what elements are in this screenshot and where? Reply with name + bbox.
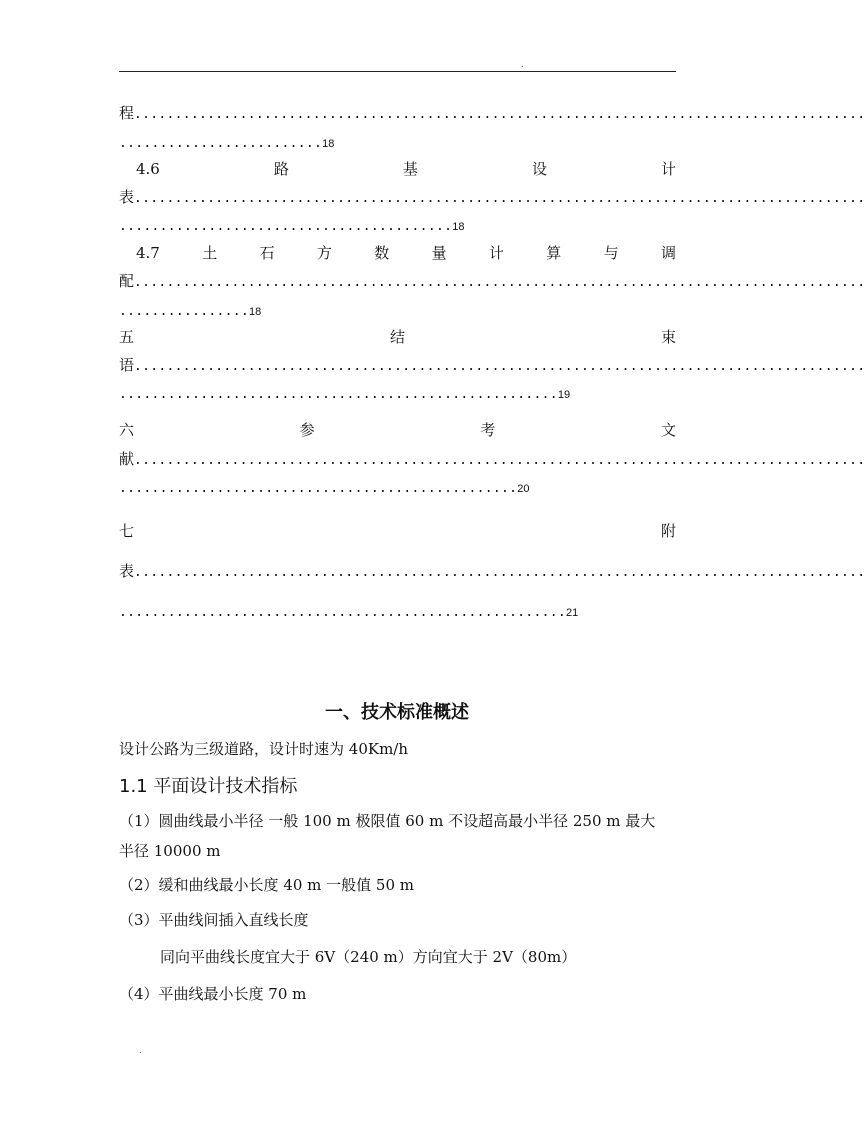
toc-char: 计 [660,160,676,178]
toc-char: 束 [660,328,676,346]
toc-char: 方 [316,244,332,262]
toc-char: 七 [119,522,135,540]
toc-entry-text: 语 [119,356,135,374]
toc-char: 数 [374,244,390,262]
toc-char: 文 [660,421,676,439]
section-title: 一、技术标准概述 [325,702,469,723]
toc-entry-heading [119,417,676,443]
toc-leader-dots: .......................................................................................... [134,453,865,468]
toc-char: 设 [531,160,547,178]
toc-entry-text: 程 [119,104,135,122]
toc-char: 五 [119,328,135,346]
intro-text: 设计公路为三级道路，设计时速为 40Km/h [119,740,409,758]
toc-leader-dots: .......................................................................................... [134,191,865,206]
toc-entry-line [119,268,865,294]
toc-char: 与 [603,244,619,262]
toc-leader-dots: .......................................................................................... [134,359,865,374]
toc-entry-text: 表 [119,188,135,206]
toc-entry-line [119,380,676,406]
item-3: （3）平曲线间插入直线长度 [119,911,309,929]
toc-entry-line [119,100,865,126]
toc-entry-heading [136,156,676,182]
toc-leader-dots: ................................................. [119,481,518,496]
toc-char: 考 [480,421,496,439]
toc-entry-text: 献 [119,450,135,468]
toc-entry-text: 表 [119,562,135,580]
toc-char: 参 [299,421,315,439]
toc-entry-line [119,129,676,155]
toc-entry-heading [119,518,676,544]
toc-char: 结 [389,328,405,346]
toc-page-number: 19 [557,389,571,401]
item-3-detail: 同向平曲线长度宜大于 6V（240 m）方向宜大于 2V（80m） [160,948,577,966]
toc-char: 六 [119,421,135,439]
item-1-line-1: （1）圆曲线最小半径 一般 100 m 极限值 60 m 不设超高最小半径 250 m 最大 [119,812,656,830]
toc-char: 量 [431,244,447,262]
sub-heading: 1.1 平面设计技术指标 [119,776,298,797]
toc-entry-number: 4.6 [136,160,160,178]
toc-char: 路 [273,160,289,178]
toc-entry-line [119,446,865,472]
toc-entry-line [119,352,865,378]
toc-page-number: 18 [322,138,335,150]
toc-leader-dots: ....................................................... [119,605,566,620]
toc-leader-dots: .......................................................................................... [134,107,865,122]
toc-leader-dots: .......................................................................................... [134,565,865,580]
toc-entry-heading [136,240,676,266]
toc-char: 附 [660,522,676,540]
toc-leader-dots: ................ [119,304,250,319]
toc-char: 基 [402,160,418,178]
toc-char: 石 [259,244,275,262]
toc-char: 调 [660,244,676,262]
footer-mark: . [139,1046,142,1055]
toc-leader-dots: .......................................................................................... [134,275,865,290]
toc-page-number: 18 [452,221,465,233]
header-rule [119,71,676,72]
toc-entry-line [119,558,865,584]
toc-entry-heading [119,324,676,350]
item-2: （2）缓和曲线最小长度 40 m 一般值 50 m [119,876,415,894]
toc-entry-number: 4.7 [136,244,160,262]
toc-char: 算 [546,244,562,262]
toc-entry-line [119,474,676,500]
toc-page-number: 18 [249,306,262,318]
toc-entry-text: 配 [119,272,135,290]
toc-char: 计 [488,244,504,262]
toc-leader-dots: ...................................................... [119,387,558,402]
toc-entry-line [119,184,865,210]
toc-entry-line [119,297,676,323]
toc-entry-line [119,598,676,624]
toc-char: 土 [202,244,218,262]
item-4: （4）平曲线最小长度 70 m [119,985,307,1003]
toc-page-number: 20 [517,483,530,495]
toc-leader-dots: ......................... [119,136,323,151]
toc-leader-dots: ......................................... [119,219,453,234]
header-mark: . [521,60,524,69]
item-1-line-2: 半径 10000 m [119,842,221,860]
toc-page-number: 21 [565,607,579,619]
toc-entry-line [119,212,676,238]
